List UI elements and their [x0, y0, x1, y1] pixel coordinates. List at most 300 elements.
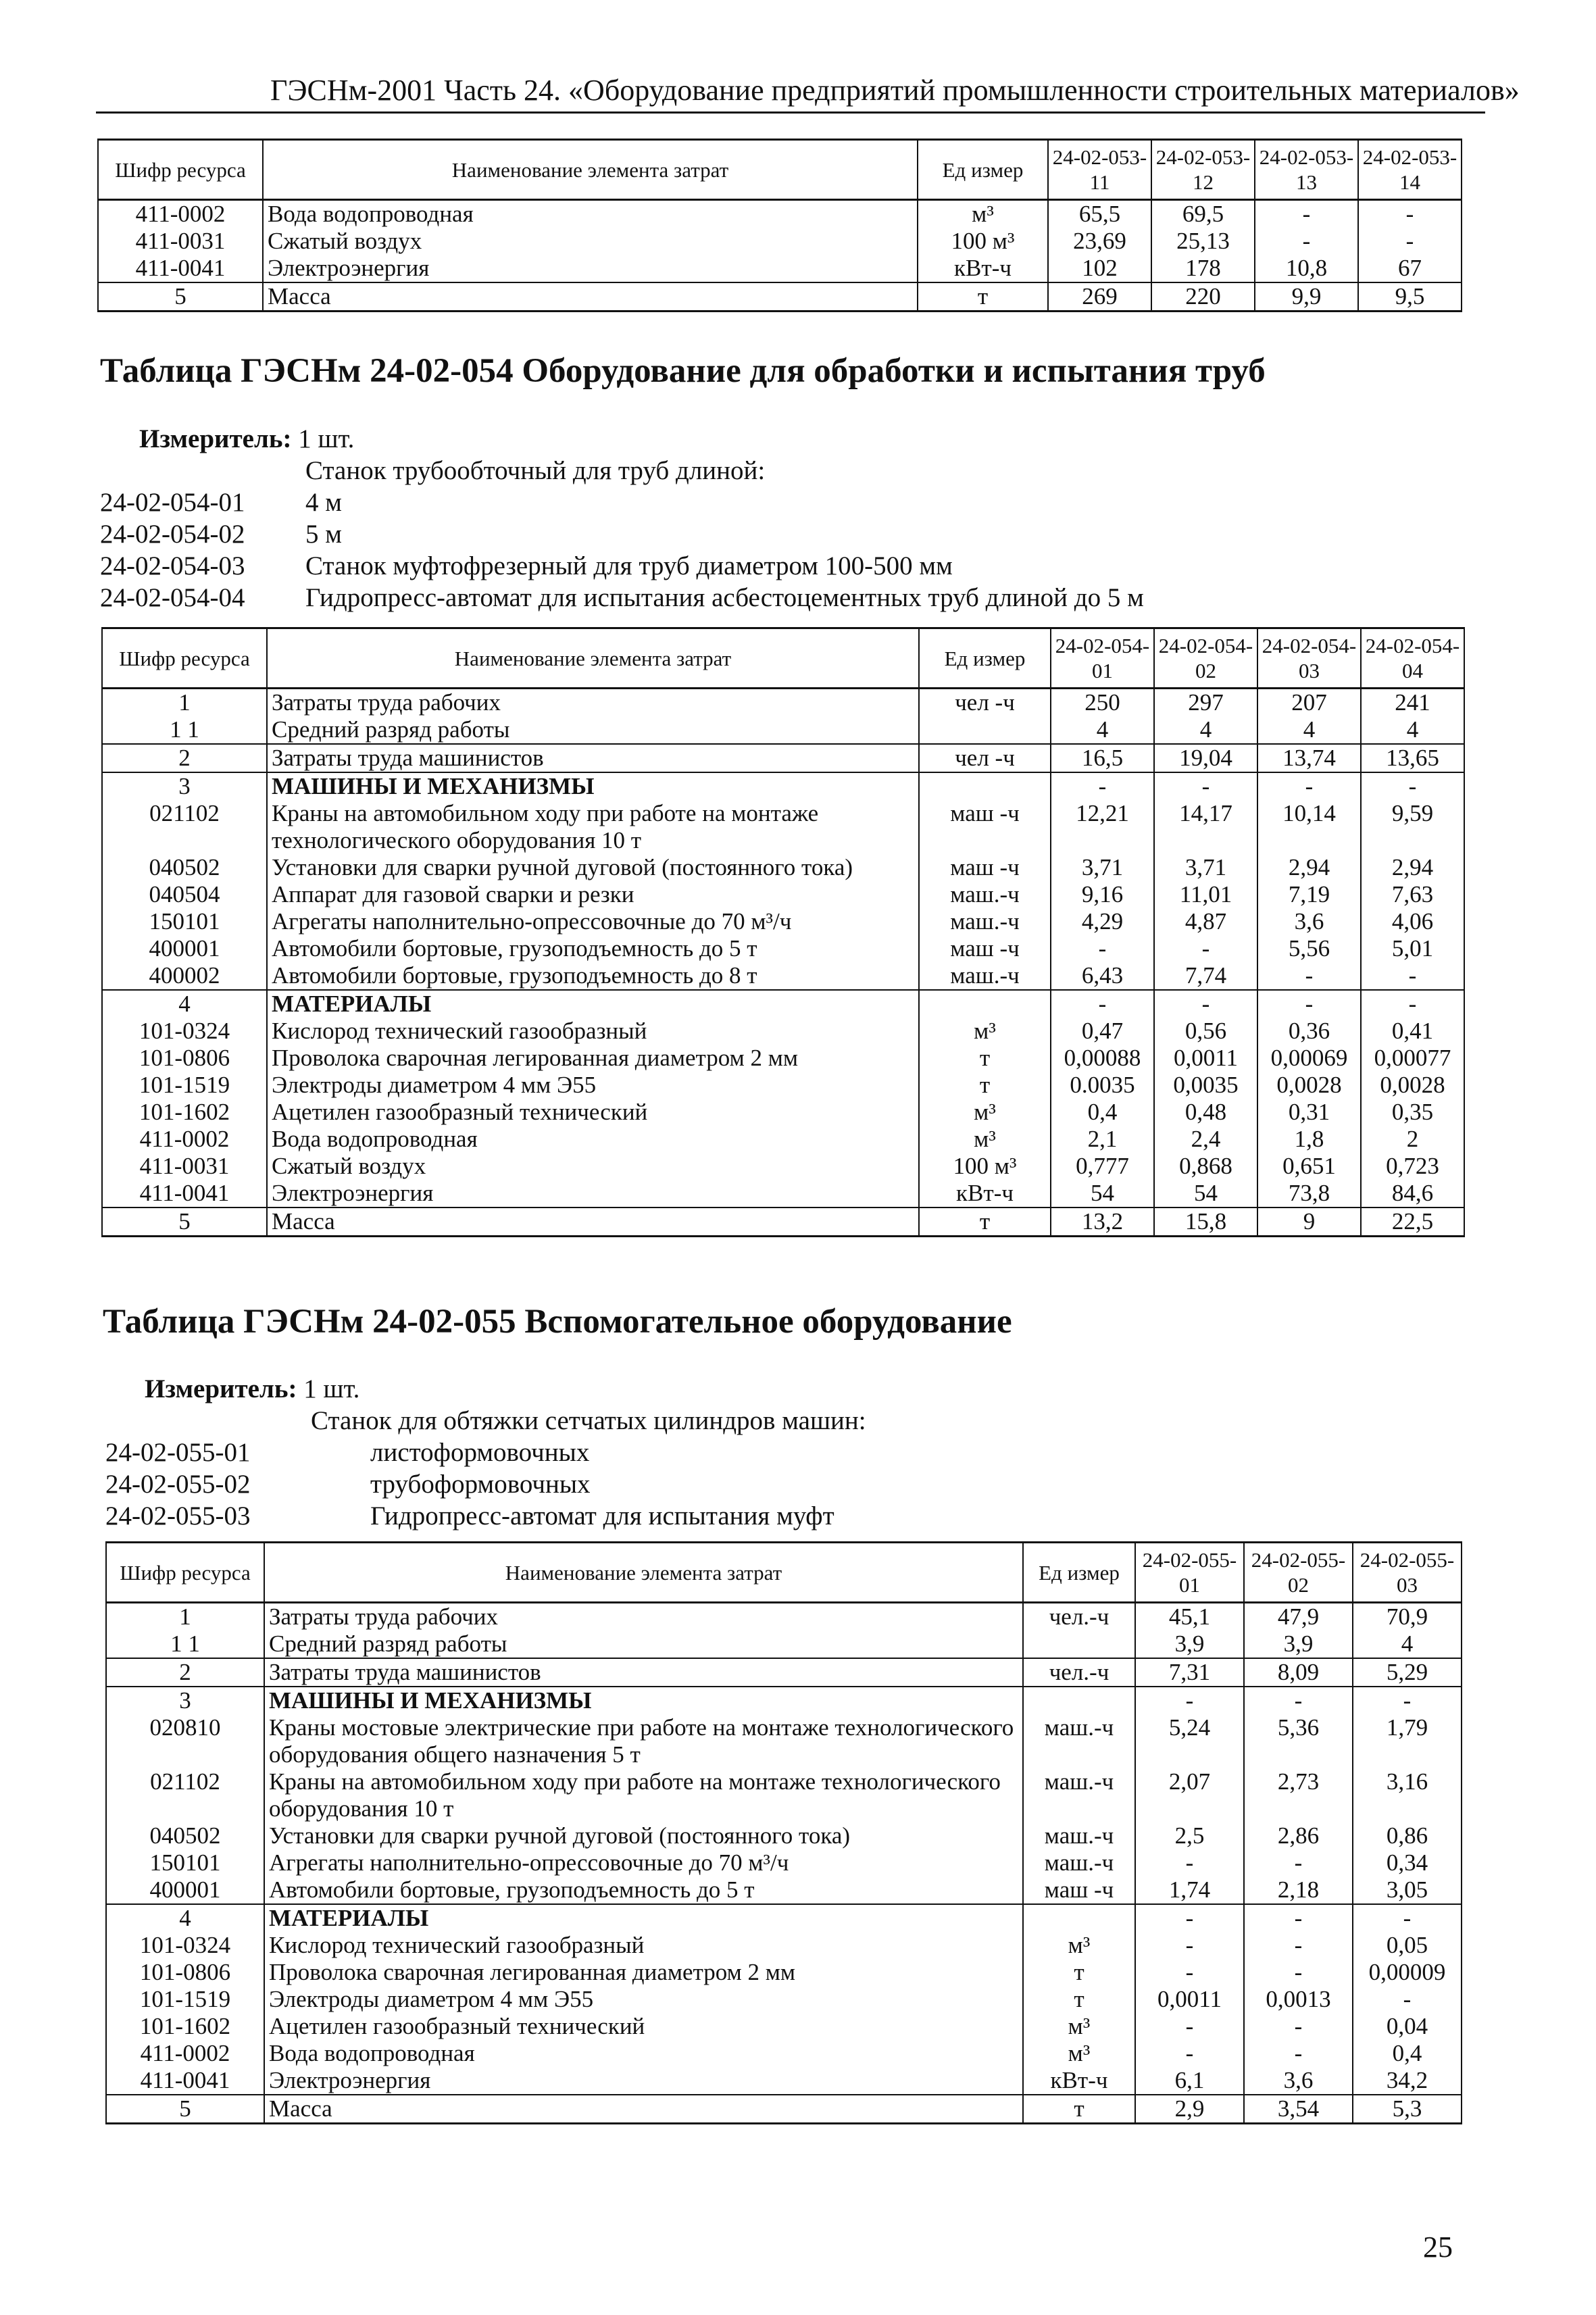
value-cell: 9,9 — [1255, 282, 1358, 312]
unit — [1023, 1904, 1135, 1932]
value-cell: 34,2 — [1353, 2067, 1462, 2095]
value-cell: - — [1051, 990, 1154, 1018]
cost-element-name: Сжатый воздух — [267, 1153, 919, 1180]
unit: м³ — [1023, 2040, 1135, 2067]
value-cell: - — [1154, 935, 1257, 962]
table-row — [106, 1904, 1462, 1932]
value-cell: 5,36 — [1244, 1714, 1353, 1768]
cost-element-name: Проволока сварочная легированная диаметром 2 мм — [267, 1045, 919, 1072]
cost-element-name: Масса — [264, 2095, 1023, 2124]
value-cell: - — [1244, 1904, 1353, 1932]
table-row — [106, 1822, 1462, 1849]
cost-element-name: Сжатый воздух — [263, 228, 918, 255]
cost-element-name: Автомобили бортовые, грузоподъемность до 8 т — [267, 962, 919, 990]
table-row — [106, 2067, 1462, 2095]
table-row — [102, 854, 1464, 881]
value-cell: 6,1 — [1135, 2067, 1244, 2095]
value-cell: 3,9 — [1135, 1631, 1244, 1658]
value-cell: 12,21 — [1051, 800, 1154, 854]
value-cell: 2,07 — [1135, 1768, 1244, 1822]
unit: маш -ч — [919, 935, 1051, 962]
value-cell: - — [1051, 935, 1154, 962]
value-cell: 5,24 — [1135, 1714, 1244, 1768]
measure-label: Измеритель: — [139, 424, 292, 453]
value-cell: 1,8 — [1257, 1126, 1361, 1153]
cost-element-name: Автомобили бортовые, грузоподъемность до 5 т — [267, 935, 919, 962]
value-cell: - — [1353, 1904, 1462, 1932]
table-row — [102, 1018, 1464, 1045]
unit — [1023, 1687, 1135, 1714]
unit: т — [919, 1208, 1051, 1237]
col-unit-header: Ед измер — [919, 628, 1051, 689]
cost-element-name: Ацетилен газообразный технический — [264, 2013, 1023, 2040]
resource-code: 411-0002 — [106, 2040, 264, 2067]
value-cell: 9,16 — [1051, 881, 1154, 908]
cost-element-name: Затраты труда рабочих — [267, 689, 919, 717]
value-cell: 0,4 — [1353, 2040, 1462, 2067]
table-row — [106, 1603, 1462, 1631]
table-row — [102, 935, 1464, 962]
unit: маш.-ч — [1023, 1768, 1135, 1822]
value-cell: 9,59 — [1361, 800, 1464, 854]
unit: маш -ч — [919, 854, 1051, 881]
value-cell: 269 — [1048, 282, 1151, 312]
value-cell: - — [1361, 962, 1464, 990]
intro-code: 24-02-054-03 — [100, 551, 245, 580]
cost-element-name: Средний разряд работы — [264, 1631, 1023, 1658]
value-cell: 4 — [1353, 1631, 1462, 1658]
table-row — [106, 1631, 1462, 1658]
table-row — [102, 716, 1464, 744]
intro-code: 24-02-055-02 — [105, 1470, 251, 1499]
table-054-title: Таблица ГЭСНм 24-02-054 Оборудование для обработки и испытания труб — [100, 352, 1266, 390]
unit: м³ — [919, 1126, 1051, 1153]
value-cell: 0,0035 — [1154, 1072, 1257, 1099]
col-header-24-02-055-01: 24-02-055-01 — [1135, 1543, 1244, 1603]
value-cell: - — [1257, 772, 1361, 800]
value-cell: 16,5 — [1051, 744, 1154, 772]
value-cell: 19,04 — [1154, 744, 1257, 772]
value-cell: 7,31 — [1135, 1658, 1244, 1687]
unit: т — [1023, 1959, 1135, 1986]
table-row — [98, 200, 1462, 228]
unit — [919, 716, 1051, 744]
resource-code: 411-0041 — [102, 1180, 267, 1208]
value-cell: - — [1358, 228, 1462, 255]
intro-code: 24-02-054-02 — [100, 520, 245, 549]
value-cell: 0,86 — [1353, 1822, 1462, 1849]
value-cell: - — [1257, 962, 1361, 990]
cost-element-name: Затраты труда машинистов — [267, 744, 919, 772]
cost-element-name: Ацетилен газообразный технический — [267, 1099, 919, 1126]
table-row — [106, 1986, 1462, 2013]
table-row — [102, 1072, 1464, 1099]
cost-element-name: Масса — [267, 1208, 919, 1237]
unit: м³ — [1023, 2013, 1135, 2040]
resource-code: 101-0806 — [102, 1045, 267, 1072]
resource-code: 400002 — [102, 962, 267, 990]
resource-code: 411-0041 — [98, 255, 263, 282]
value-cell: 8,09 — [1244, 1658, 1353, 1687]
resource-code: 150101 — [106, 1849, 264, 1876]
value-cell: 0,31 — [1257, 1099, 1361, 1126]
intro-desc: 5 м — [305, 520, 342, 549]
cost-element-name: Вода водопроводная — [263, 200, 918, 228]
table-row — [102, 1153, 1464, 1180]
intro-desc: трубоформовочных — [370, 1470, 591, 1499]
cost-element-name: Вода водопроводная — [264, 2040, 1023, 2067]
value-cell: 0,0028 — [1361, 1072, 1464, 1099]
value-cell: 0,48 — [1154, 1099, 1257, 1126]
resource-code: 4 — [106, 1904, 264, 1932]
measure-value: 1 шт. — [298, 424, 355, 453]
table-row — [98, 282, 1462, 312]
intro-code: 24-02-054-01 — [100, 488, 245, 517]
unit: м³ — [918, 200, 1048, 228]
intro-desc: 4 м — [305, 488, 342, 517]
table-row — [106, 1932, 1462, 1959]
value-cell: 0,41 — [1361, 1018, 1464, 1045]
table-row — [102, 1208, 1464, 1237]
value-cell: 3,6 — [1244, 2067, 1353, 2095]
intro-desc: Гидропресс-автомат для испытания муфт — [370, 1501, 834, 1530]
col-header-24-02-053-14: 24-02-053-14 — [1358, 140, 1462, 200]
table-055 — [105, 1541, 1462, 2124]
resource-code: 411-0002 — [102, 1126, 267, 1153]
table-row — [106, 1658, 1462, 1687]
col-header-24-02-053-13: 24-02-053-13 — [1255, 140, 1358, 200]
resource-code: 411-0041 — [106, 2067, 264, 2095]
table-row — [98, 255, 1462, 282]
value-cell: 70,9 — [1353, 1603, 1462, 1631]
unit: 100 м³ — [919, 1153, 1051, 1180]
value-cell: 0,0011 — [1135, 1986, 1244, 2013]
value-cell: 178 — [1151, 255, 1255, 282]
table-row — [106, 1849, 1462, 1876]
intro-desc: Станок для обтяжки сетчатых цилиндров машин: — [311, 1406, 866, 1435]
value-cell: 4 — [1257, 716, 1361, 744]
resource-code: 040502 — [106, 1822, 264, 1849]
value-cell: - — [1244, 1932, 1353, 1959]
col-header-24-02-053-11: 24-02-053-11 — [1048, 140, 1151, 200]
resource-code: 1 — [106, 1603, 264, 1631]
value-cell: - — [1135, 1959, 1244, 1986]
cost-element-name: Краны на автомобильном ходу при работе на монтаже технологического оборудования 10 т — [267, 800, 919, 854]
value-cell: 11,01 — [1154, 881, 1257, 908]
col-header-24-02-054-03: 24-02-054-03 — [1257, 628, 1361, 689]
value-cell: 4 — [1051, 716, 1154, 744]
value-cell: 2,86 — [1244, 1822, 1353, 1849]
value-cell: 0.0035 — [1051, 1072, 1154, 1099]
cost-element-name: Агрегаты наполнительно-опрессовочные до 70 м³/ч — [267, 908, 919, 935]
value-cell: 0,35 — [1361, 1099, 1464, 1126]
value-cell: - — [1244, 1687, 1353, 1714]
value-cell: 0,34 — [1353, 1849, 1462, 1876]
unit: т — [918, 282, 1048, 312]
value-cell: 2,4 — [1154, 1126, 1257, 1153]
resource-code: 020810 — [106, 1714, 264, 1768]
intro-code: 24-02-054-04 — [100, 583, 245, 612]
table-row — [106, 1876, 1462, 1904]
value-cell: 5,01 — [1361, 935, 1464, 962]
resource-code: 2 — [106, 1658, 264, 1687]
cost-element-name: Аппарат для газовой сварки и резки — [267, 881, 919, 908]
value-cell: - — [1154, 772, 1257, 800]
cost-element-name: Электроды диаметром 4 мм Э55 — [264, 1986, 1023, 2013]
measure-label: Измеритель: — [145, 1374, 297, 1403]
cost-element-name: Затраты труда рабочих — [264, 1603, 1023, 1631]
value-cell: 13,2 — [1051, 1208, 1154, 1237]
cost-element-name: Кислород технический газообразный — [267, 1018, 919, 1045]
unit: маш.-ч — [1023, 1849, 1135, 1876]
value-cell: - — [1361, 990, 1464, 1018]
cost-element-name: Краны мостовые электрические при работе на монтаже технологического оборудования общего назначения 5 т — [264, 1714, 1023, 1768]
value-cell: 2,94 — [1361, 854, 1464, 881]
value-cell: 0,0013 — [1244, 1986, 1353, 2013]
unit: т — [1023, 1986, 1135, 2013]
intro-desc: листоформовочных — [370, 1438, 590, 1467]
value-cell: 73,8 — [1257, 1180, 1361, 1208]
value-cell: - — [1244, 2013, 1353, 2040]
value-cell: 2,9 — [1135, 2095, 1244, 2124]
value-cell: 0,0011 — [1154, 1045, 1257, 1072]
resource-code: 040502 — [102, 854, 267, 881]
value-cell: 0,0028 — [1257, 1072, 1361, 1099]
value-cell: 6,43 — [1051, 962, 1154, 990]
table-054 — [101, 627, 1465, 1237]
value-cell: - — [1255, 228, 1358, 255]
value-cell: - — [1051, 772, 1154, 800]
resource-code: 021102 — [106, 1768, 264, 1822]
value-cell: - — [1135, 2040, 1244, 2067]
resource-code: 411-0031 — [102, 1153, 267, 1180]
cost-element-name: Автомобили бортовые, грузоподъемность до 5 т — [264, 1876, 1023, 1904]
resource-code: 1 1 — [106, 1631, 264, 1658]
intro-code: 24-02-055-01 — [105, 1438, 251, 1467]
value-cell: 25,13 — [1151, 228, 1255, 255]
cost-element-name: Установки для сварки ручной дуговой (постоянного тока) — [267, 854, 919, 881]
value-cell: - — [1353, 1986, 1462, 2013]
table-row — [102, 1045, 1464, 1072]
table-row — [106, 2095, 1462, 2124]
value-cell: 22,5 — [1361, 1208, 1464, 1237]
resource-code: 101-1519 — [106, 1986, 264, 2013]
value-cell: - — [1244, 2040, 1353, 2067]
value-cell: 5,29 — [1353, 1658, 1462, 1687]
col-code-header: Шифр ресурса — [106, 1543, 264, 1603]
table-row — [102, 962, 1464, 990]
running-header: ГЭСНм-2001 Часть 24. «Оборудование предприятий промышленности строительных материалов» — [270, 74, 1520, 107]
unit: маш.-ч — [1023, 1714, 1135, 1768]
resource-code: 021102 — [102, 800, 267, 854]
value-cell: 4,87 — [1154, 908, 1257, 935]
resource-code: 411-0002 — [98, 200, 263, 228]
unit: маш -ч — [1023, 1876, 1135, 1904]
value-cell: 0,777 — [1051, 1153, 1154, 1180]
col-header-24-02-055-02: 24-02-055-02 — [1244, 1543, 1353, 1603]
value-cell: - — [1353, 1687, 1462, 1714]
cost-element-name: Проволока сварочная легированная диаметром 2 мм — [264, 1959, 1023, 1986]
resource-code: 5 — [106, 2095, 264, 2124]
value-cell: 4 — [1361, 716, 1464, 744]
resource-code: 400001 — [106, 1876, 264, 1904]
value-cell: 2,5 — [1135, 1822, 1244, 1849]
resource-code: 411-0031 — [98, 228, 263, 255]
col-code-header: Шифр ресурса — [102, 628, 267, 689]
table-row — [102, 689, 1464, 717]
value-cell: 13,74 — [1257, 744, 1361, 772]
value-cell: 4,29 — [1051, 908, 1154, 935]
resource-code: 4 — [102, 990, 267, 1018]
unit: т — [919, 1045, 1051, 1072]
col-name-header: Наименование элемента затрат — [264, 1543, 1023, 1603]
value-cell: - — [1244, 1849, 1353, 1876]
unit: маш.-ч — [919, 962, 1051, 990]
table-row — [98, 228, 1462, 255]
cost-element-name: МАШИНЫ И МЕХАНИЗМЫ — [267, 772, 919, 800]
measure-value: 1 шт. — [303, 1374, 360, 1403]
value-cell: 9,5 — [1358, 282, 1462, 312]
value-cell: 2,94 — [1257, 854, 1361, 881]
table-row — [102, 800, 1464, 854]
cost-element-name: Масса — [263, 282, 918, 312]
resource-code: 3 — [102, 772, 267, 800]
unit — [919, 772, 1051, 800]
value-cell: - — [1154, 990, 1257, 1018]
table-row — [102, 990, 1464, 1018]
unit: чел -ч — [919, 744, 1051, 772]
value-cell: 65,5 — [1048, 200, 1151, 228]
col-name-header: Наименование элемента затрат — [263, 140, 918, 200]
value-cell: 7,74 — [1154, 962, 1257, 990]
value-cell: 1,79 — [1353, 1714, 1462, 1768]
unit: маш.-ч — [919, 881, 1051, 908]
table-row — [102, 744, 1464, 772]
value-cell: 207 — [1257, 689, 1361, 717]
table-row — [106, 2040, 1462, 2067]
table-row — [106, 1959, 1462, 1986]
value-cell: 10,8 — [1255, 255, 1358, 282]
unit: чел -ч — [919, 689, 1051, 717]
cost-element-name: Краны на автомобильном ходу при работе на монтаже технологического оборудования 10 т — [264, 1768, 1023, 1822]
value-cell: 0,651 — [1257, 1153, 1361, 1180]
value-cell: 7,19 — [1257, 881, 1361, 908]
unit: кВт-ч — [1023, 2067, 1135, 2095]
cost-element-name: МАТЕРИАЛЫ — [267, 990, 919, 1018]
unit: чел.-ч — [1023, 1603, 1135, 1631]
value-cell: 3,16 — [1353, 1768, 1462, 1822]
value-cell: 1,74 — [1135, 1876, 1244, 1904]
value-cell: 3,9 — [1244, 1631, 1353, 1658]
unit: кВт-ч — [919, 1180, 1051, 1208]
value-cell: 0,47 — [1051, 1018, 1154, 1045]
value-cell: 4 — [1154, 716, 1257, 744]
unit — [1023, 1631, 1135, 1658]
table-row — [102, 881, 1464, 908]
cost-element-name: Электроэнергия — [263, 255, 918, 282]
table-row — [102, 772, 1464, 800]
value-cell: - — [1257, 990, 1361, 1018]
value-cell: 3,6 — [1257, 908, 1361, 935]
table-row — [102, 1099, 1464, 1126]
value-cell: 0,00077 — [1361, 1045, 1464, 1072]
resource-code: 101-0806 — [106, 1959, 264, 1986]
value-cell: 4,06 — [1361, 908, 1464, 935]
unit — [919, 990, 1051, 1018]
unit: маш.-ч — [1023, 1822, 1135, 1849]
intro-code: 24-02-055-03 — [105, 1501, 251, 1530]
unit: 100 м³ — [918, 228, 1048, 255]
value-cell: 9 — [1257, 1208, 1361, 1237]
value-cell: - — [1358, 200, 1462, 228]
table-row — [106, 1714, 1462, 1768]
value-cell: 7,63 — [1361, 881, 1464, 908]
cost-element-name: Электроэнергия — [267, 1180, 919, 1208]
unit: кВт-ч — [918, 255, 1048, 282]
value-cell: 0,4 — [1051, 1099, 1154, 1126]
value-cell: 0,05 — [1353, 1932, 1462, 1959]
cost-element-name: Средний разряд работы — [267, 716, 919, 744]
resource-code: 040504 — [102, 881, 267, 908]
resource-code: 101-1519 — [102, 1072, 267, 1099]
unit: чел.-ч — [1023, 1658, 1135, 1687]
resource-code: 150101 — [102, 908, 267, 935]
cost-element-name: Затраты труда машинистов — [264, 1658, 1023, 1687]
table-053 — [97, 139, 1462, 312]
value-cell: 15,8 — [1154, 1208, 1257, 1237]
resource-code: 400001 — [102, 935, 267, 962]
resource-code: 2 — [102, 744, 267, 772]
value-cell: 3,54 — [1244, 2095, 1353, 2124]
resource-code: 5 — [102, 1208, 267, 1237]
value-cell: 102 — [1048, 255, 1151, 282]
value-cell: - — [1135, 1932, 1244, 1959]
unit: маш -ч — [919, 800, 1051, 854]
value-cell: - — [1244, 1959, 1353, 1986]
intro-desc: Станок трубообточный для труб длиной: — [305, 456, 766, 485]
value-cell: 2,73 — [1244, 1768, 1353, 1822]
unit: т — [919, 1072, 1051, 1099]
value-cell: 3,71 — [1154, 854, 1257, 881]
cost-element-name: Электроэнергия — [264, 2067, 1023, 2095]
value-cell: 14,17 — [1154, 800, 1257, 854]
value-cell: 47,9 — [1244, 1603, 1353, 1631]
value-cell: 220 — [1151, 282, 1255, 312]
col-unit-header: Ед измер — [1023, 1543, 1135, 1603]
value-cell: 0,00009 — [1353, 1959, 1462, 1986]
resource-code: 101-0324 — [106, 1932, 264, 1959]
cost-element-name: Установки для сварки ручной дуговой (постоянного тока) — [264, 1822, 1023, 1849]
value-cell: 0,00069 — [1257, 1045, 1361, 1072]
page-number: 25 — [1423, 2231, 1453, 2264]
resource-code: 101-1602 — [102, 1099, 267, 1126]
value-cell: 84,6 — [1361, 1180, 1464, 1208]
table-row — [106, 2013, 1462, 2040]
value-cell: 0,868 — [1154, 1153, 1257, 1180]
col-header-24-02-054-02: 24-02-054-02 — [1154, 628, 1257, 689]
table-row — [102, 1180, 1464, 1208]
col-header-24-02-053-12: 24-02-053-12 — [1151, 140, 1255, 200]
value-cell: 2 — [1361, 1126, 1464, 1153]
table-row — [102, 1126, 1464, 1153]
value-cell: 23,69 — [1048, 228, 1151, 255]
cost-element-name: МАТЕРИАЛЫ — [264, 1904, 1023, 1932]
value-cell: 3,71 — [1051, 854, 1154, 881]
value-cell: 69,5 — [1151, 200, 1255, 228]
cost-element-name: Вода водопроводная — [267, 1126, 919, 1153]
resource-code: 3 — [106, 1687, 264, 1714]
value-cell: 241 — [1361, 689, 1464, 717]
